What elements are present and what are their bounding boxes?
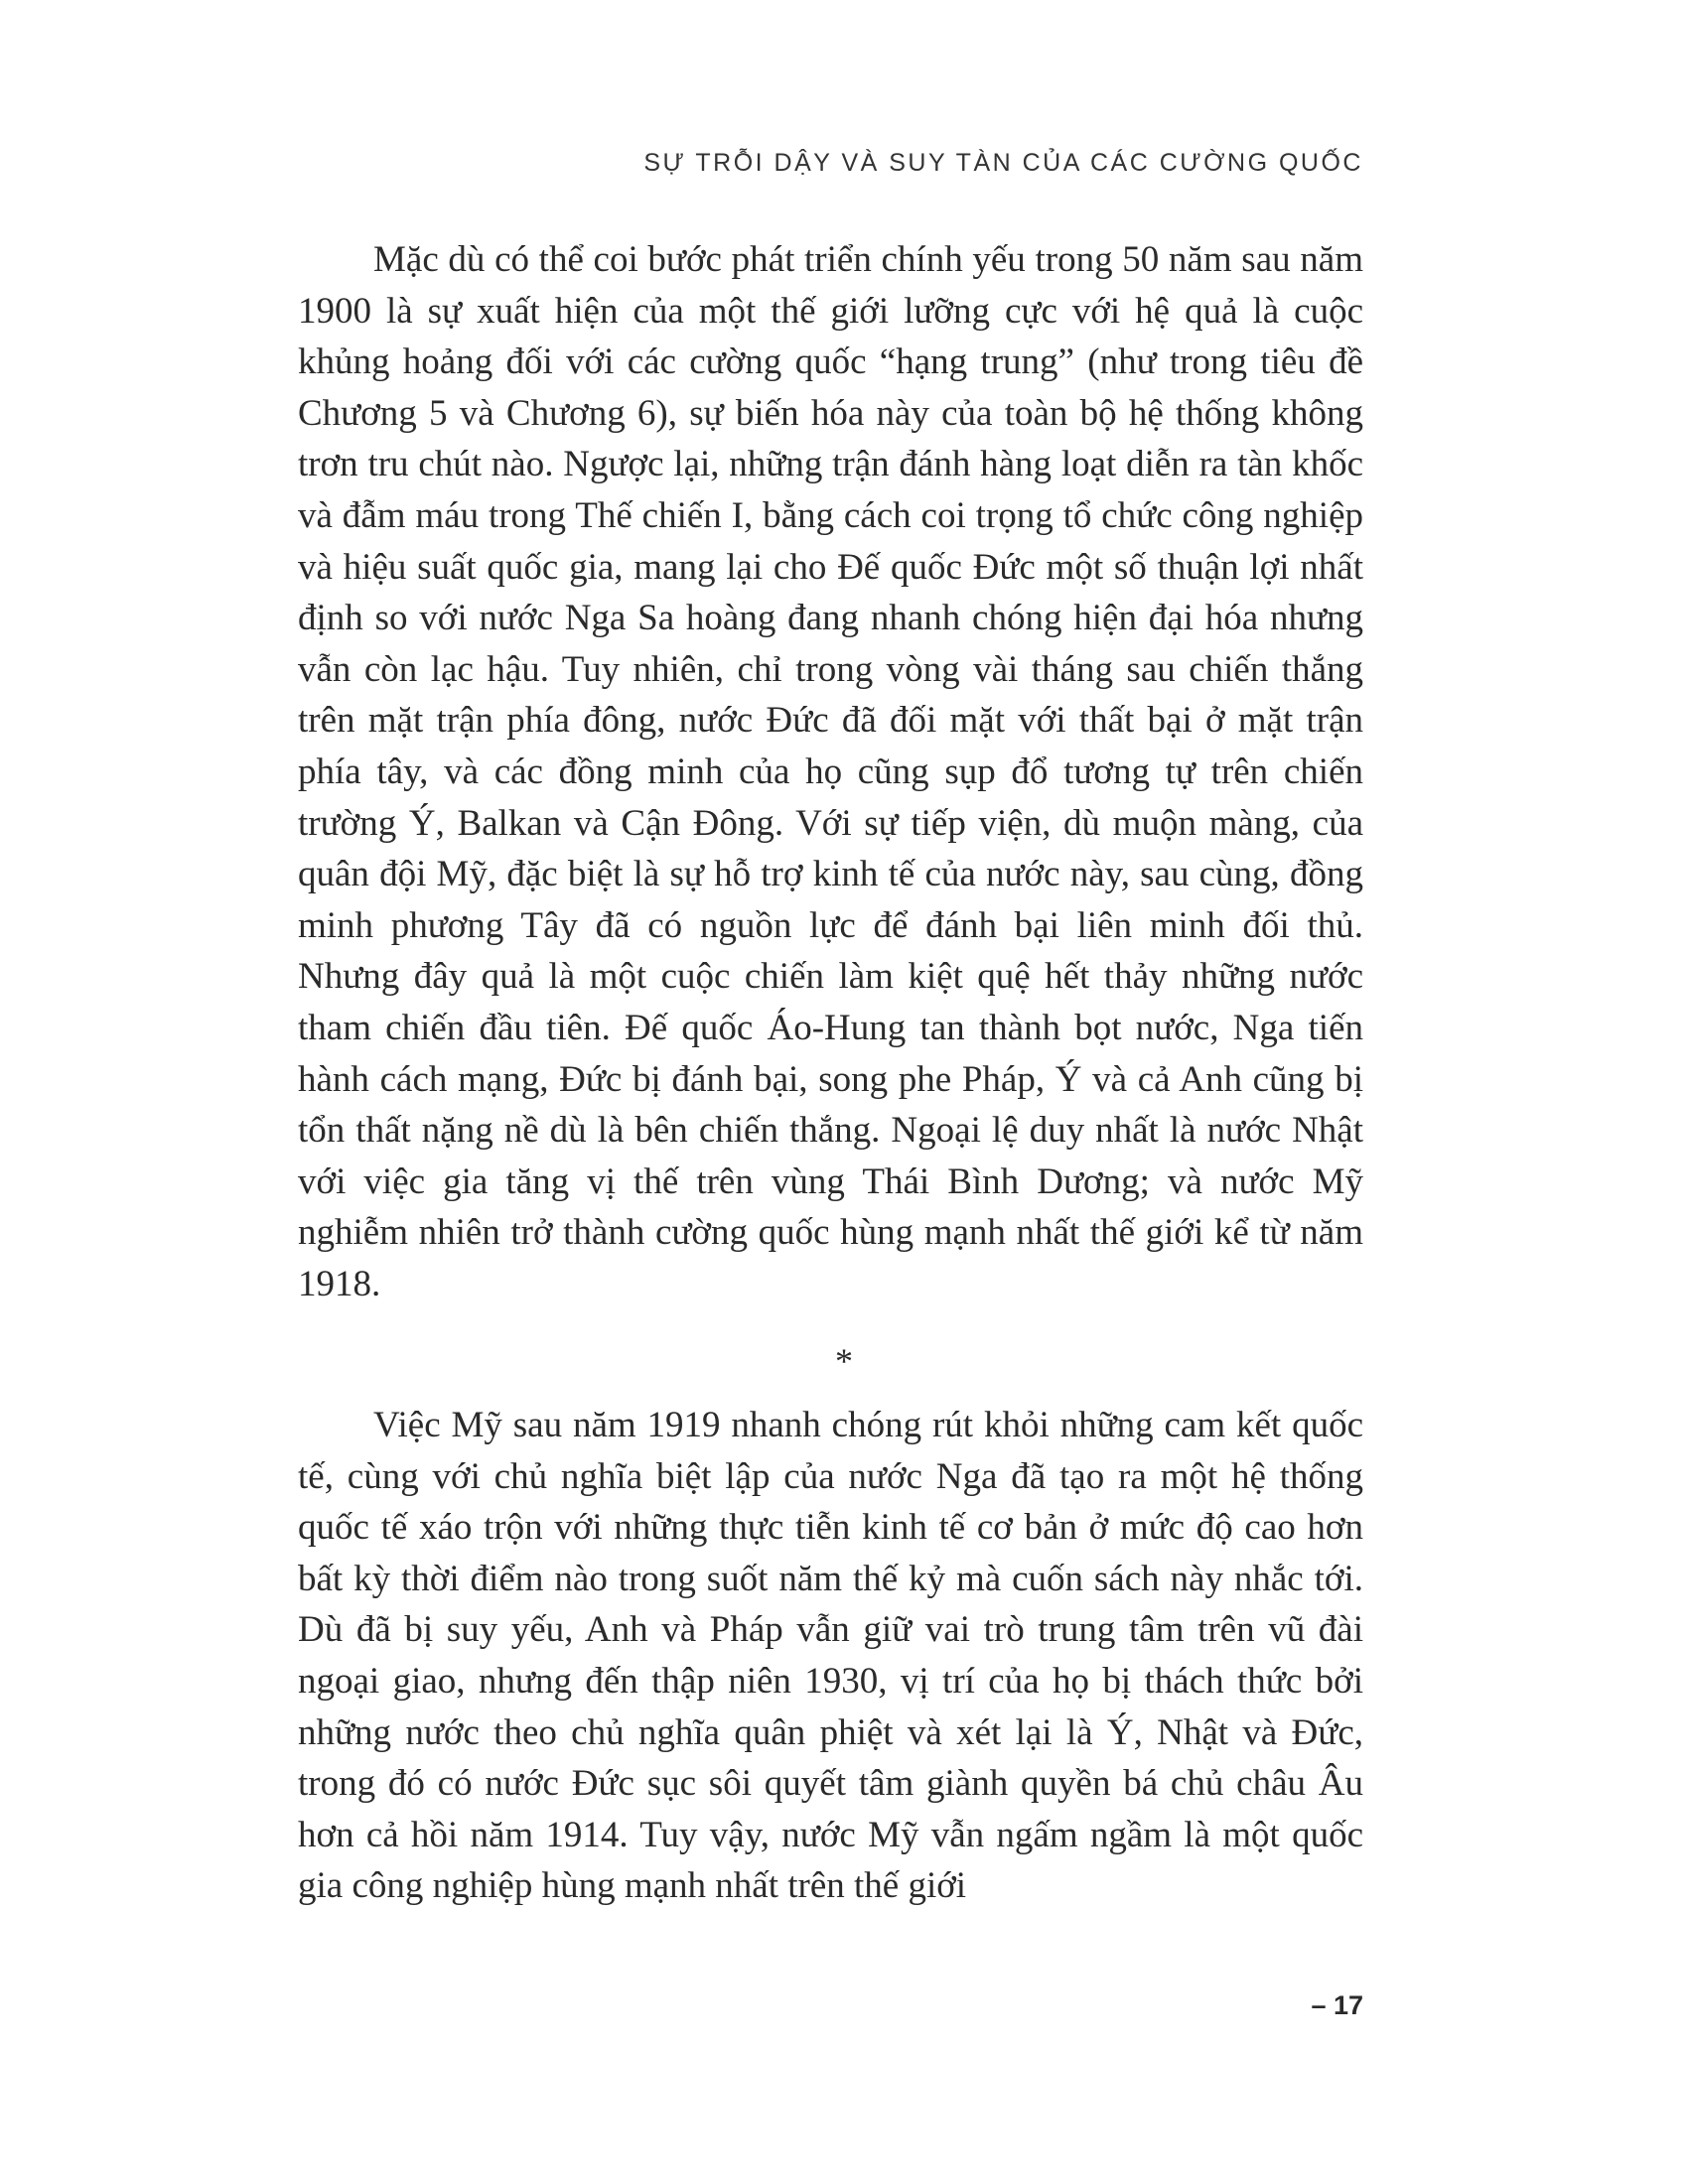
main-text-upper bbox=[298, 234, 1363, 1309]
paragraph: Việc Mỹ sau năm 1919 nhanh chóng rút khỏi những cam kết quốc tế, cùng với chủ nghĩa biệt lập của nước Nga đã tạo ra một hệ thống quốc tế xáo trộn với những thực tiễn kinh tế cơ bản ở mức độ cao hơn bất kỳ thời điểm nào trong suốt năm thế kỷ mà cuốn sách này nhắc tới. Dù đã bị suy yếu, Anh và Pháp vẫn giữ vai trò trung tâm trên vũ đài ngoại giao, nhưng đến thập niên 1930, vị trí của họ bị thách thức bởi những nước theo chủ nghĩa quân phiệt và xét lại là Ý, Nhật và Đức, trong đó có nước Đức sục sôi quyết tâm giành quyền bá chủ châu Âu hơn cả hồi năm 1914. Tuy vậy, nước Mỹ vẫn ngấm ngầm là một quốc gia công nghiệp hùng mạnh nhất trên thế giới bbox=[298, 1405, 1363, 1907]
page-number: – 17 bbox=[1311, 1990, 1363, 2020]
paragraph: Mặc dù có thể coi bước phát triển chính yếu trong 50 năm sau năm 1900 là sự xuất hiện của một thế giới lưỡng cực với hệ quả là cuộc khủng hoảng đối với các cường quốc “hạng trung” (như trong tiêu đề Chương 5 và Chương 6), sự biến hóa này của toàn bộ hệ thống không trơn tru chút nào. Ngược lại, những trận đánh hàng loạt diễn ra tàn khốc và đẫm máu trong Thế chiến I, bằng cách coi trọng tổ chức công nghiệp và hiệu suất quốc gia, mang lại cho Đế quốc Đức một số thuận lợi nhất định so với nước Nga Sa hoàng đang nhanh chóng hiện đại hóa nhưng vẫn còn lạc hậu. Tuy nhiên, chỉ trong vòng vài tháng sau chiến thắng trên mặt trận phía đông, nước Đức đã đối mặt với thất bại ở mặt trận phía tây, và các đồng minh của họ cũng sụp đổ tương tự trên chiến trường Ý, Balkan và Cận Đông. Với sự tiếp viện, dù muộn màng, của quân đội Mỹ, đặc biệt là sự hỗ trợ kinh tế của nước này, sau cùng, đồng minh phương Tây đã có nguồn lực để đánh bại liên minh đối thủ. Nhưng đây quả là một cuộc chiến làm kiệt quệ hết thảy những nước tham chiến đầu tiên. Đế quốc Áo-Hung tan thành bọt nước, Nga tiến hành cách mạng, Đức bị đánh bại, song phe Pháp, Ý và cả Anh cũng bị tổn thất nặng nề dù là bên chiến thắng. Ngoại lệ duy nhất là nước Nhật với việc gia tăng vị thế trên vùng Thái Bình Dương; và nước Mỹ nghiễm nhiên trở thành cường quốc hùng mạnh nhất thế giới kể từ năm 1918. bbox=[298, 239, 1363, 1304]
section-break: * bbox=[835, 1341, 853, 1381]
running-header: SỰ TRỖI DẬY VÀ SUY TÀN CỦA CÁC CƯỜNG QUỐC bbox=[643, 149, 1363, 177]
main-text-lower bbox=[298, 1400, 1363, 1912]
